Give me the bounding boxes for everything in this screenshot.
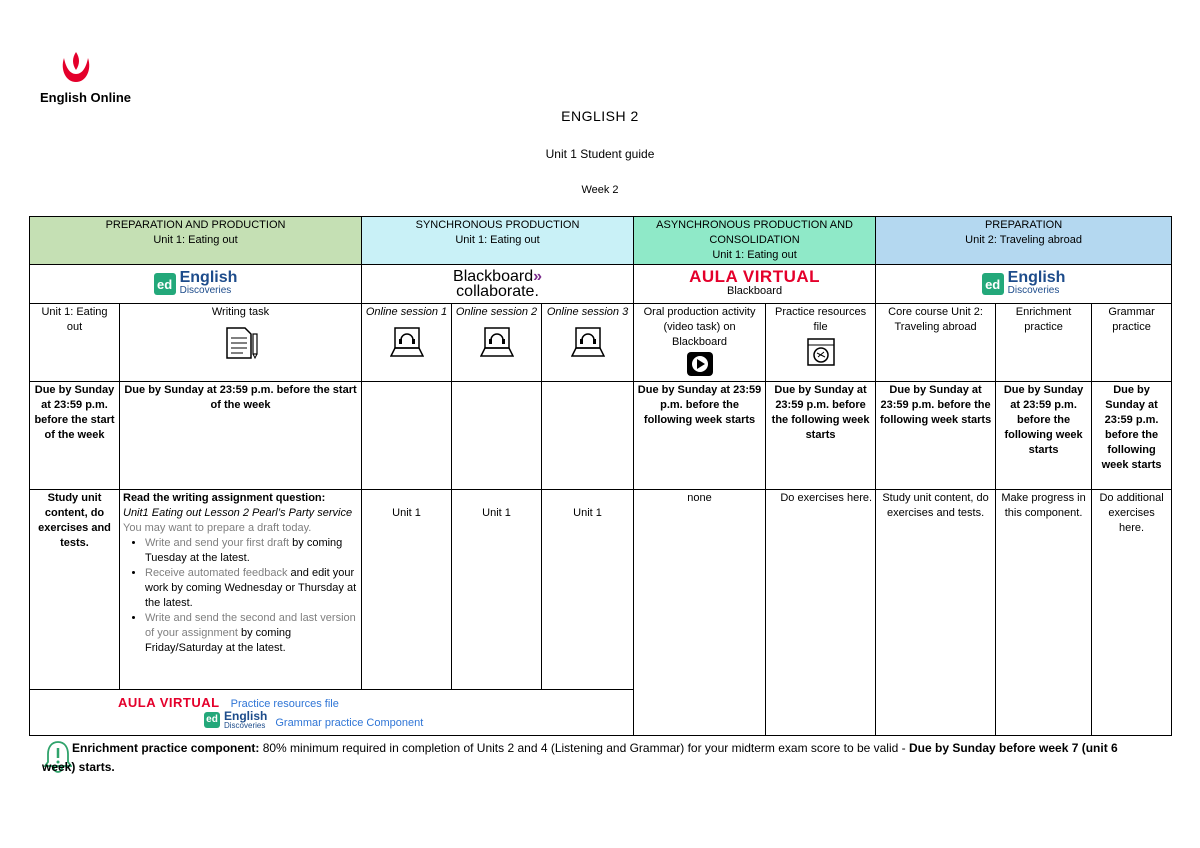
blackboard-collaborate-logo[interactable]: Blackboard» collaborate. bbox=[362, 265, 634, 304]
due-grammar: Due by Sunday at 23:59 p.m. before the following week starts bbox=[1092, 382, 1172, 490]
enrichment-progress-cell: Make progress in this component. bbox=[996, 490, 1092, 736]
unit1-header: Unit 1: Eating out bbox=[30, 304, 120, 382]
instruction-item: • Receive automated feedback and edit your work by coming Wednesday or Thursday at the latest. bbox=[145, 566, 358, 611]
page-title: ENGLISH 2 bbox=[561, 108, 639, 124]
section-synchronous: SYNCHRONOUS PRODUCTION Unit 1: Eating out bbox=[362, 217, 634, 265]
due-enrichment: Due by Sunday at 23:59 p.m. before the following week starts bbox=[996, 382, 1092, 490]
washing-machine-icon bbox=[806, 337, 836, 367]
laptop-headset-icon bbox=[480, 326, 514, 358]
due-unit1: Due by Sunday at 23:59 p.m. before the start of the week bbox=[30, 382, 120, 490]
grammar-exercises-link[interactable]: Do additional exercises here. bbox=[1092, 490, 1172, 736]
section-asynchronous: ASYNCHRONOUS PRODUCTION AND CONSOLIDATION Unit 1: Eating out bbox=[634, 217, 876, 265]
play-video-icon[interactable] bbox=[687, 352, 713, 376]
study-content-cell: Study unit content, do exercises and tests. bbox=[30, 490, 120, 690]
laptop-headset-icon bbox=[571, 326, 605, 358]
grammar-header: Grammar practice bbox=[1092, 304, 1172, 382]
core-course-header: Core course Unit 2: Traveling abroad bbox=[876, 304, 996, 382]
aula-virtual-logo[interactable]: AULA VIRTUAL Blackboard bbox=[634, 265, 876, 304]
empty-cell bbox=[542, 382, 634, 490]
online-session-2[interactable]: Online session 2 bbox=[452, 304, 542, 382]
page-subtitle: Unit 1 Student guide bbox=[545, 147, 655, 161]
due-oral: Due by Sunday at 23:59 p.m. before the following week starts bbox=[634, 382, 766, 490]
session-2-unit: Unit 1 bbox=[452, 490, 542, 690]
english-discoveries-logo[interactable]: ed English Discoveries bbox=[30, 265, 362, 304]
practice-resources-header[interactable]: Practice resources file bbox=[766, 304, 876, 382]
practice-resources-link[interactable]: Practice resources file bbox=[230, 697, 339, 710]
laptop-headset-icon bbox=[390, 326, 424, 358]
session-1-unit: Unit 1 bbox=[362, 490, 452, 690]
document-pen-icon bbox=[223, 326, 259, 360]
empty-cell bbox=[362, 382, 452, 490]
empty-cell bbox=[452, 382, 542, 490]
oral-none-cell: none bbox=[634, 490, 766, 736]
english-discoveries-mini-logo: ed English Discoveries bbox=[204, 711, 267, 730]
aula-virtual-mini-logo: AULA VIRTUAL bbox=[118, 694, 220, 710]
online-session-1[interactable]: Online session 1 bbox=[362, 304, 452, 382]
due-core: Due by Sunday at 23:59 p.m. before the following week starts bbox=[876, 382, 996, 490]
oral-production-header[interactable]: Oral production activity (video task) on Blackboard bbox=[634, 304, 766, 382]
session-3-unit: Unit 1 bbox=[542, 490, 634, 690]
section-preparation-production: PREPARATION AND PRODUCTION Unit 1: Eating out bbox=[30, 217, 362, 265]
due-writing: Due by Sunday at 23:59 p.m. before the start of the week bbox=[120, 382, 362, 490]
week-label: Week 2 bbox=[581, 184, 619, 196]
english-discoveries-logo-2[interactable]: ed English Discoveries bbox=[876, 265, 1172, 304]
do-exercises-link[interactable]: Do exercises here. bbox=[766, 490, 876, 736]
core-study-cell: Study unit content, do exercises and tests. bbox=[876, 490, 996, 736]
grammar-practice-link[interactable]: Grammar practice Component bbox=[275, 716, 424, 729]
writing-task-header: Writing task bbox=[120, 304, 362, 382]
enrichment-note: Enrichment practice component: 80% minimum required in completion of Units 2 and 4 (Listening and Grammar) for your midterm exam score to be valid - Due by Sunday before week 7 (unit 6 week) starts. bbox=[42, 741, 1118, 774]
section-preparation: PREPARATION Unit 2: Traveling abroad bbox=[876, 217, 1172, 265]
instruction-item: • Write and send the second and last version of your assignment by coming Friday/Saturday at the latest. bbox=[145, 611, 358, 656]
upc-logo-icon bbox=[56, 50, 96, 86]
brand-name: English Online bbox=[40, 90, 132, 105]
resource-links-cell bbox=[30, 690, 634, 736]
student-guide-table bbox=[29, 216, 1172, 736]
online-session-3[interactable]: Online session 3 bbox=[542, 304, 634, 382]
instruction-item: • Write and send your first draft by coming Tuesday at the latest. bbox=[145, 536, 358, 566]
enrichment-header: Enrichment practice bbox=[996, 304, 1092, 382]
due-practice: Due by Sunday at 23:59 p.m. before the following week starts bbox=[766, 382, 876, 490]
writing-instructions: Read the writing assignment question: Unit1 Eating out Lesson 2 Pearl’s Party service You may want to prepare a draft today. • Write and send your first draft by coming Tuesday at the latest. • Receive automated feedback and edit your work by coming Wednesday or Thursday at the latest. • Write and send the second and last version of your assignment by coming Friday/Saturday at the latest. bbox=[120, 490, 362, 690]
